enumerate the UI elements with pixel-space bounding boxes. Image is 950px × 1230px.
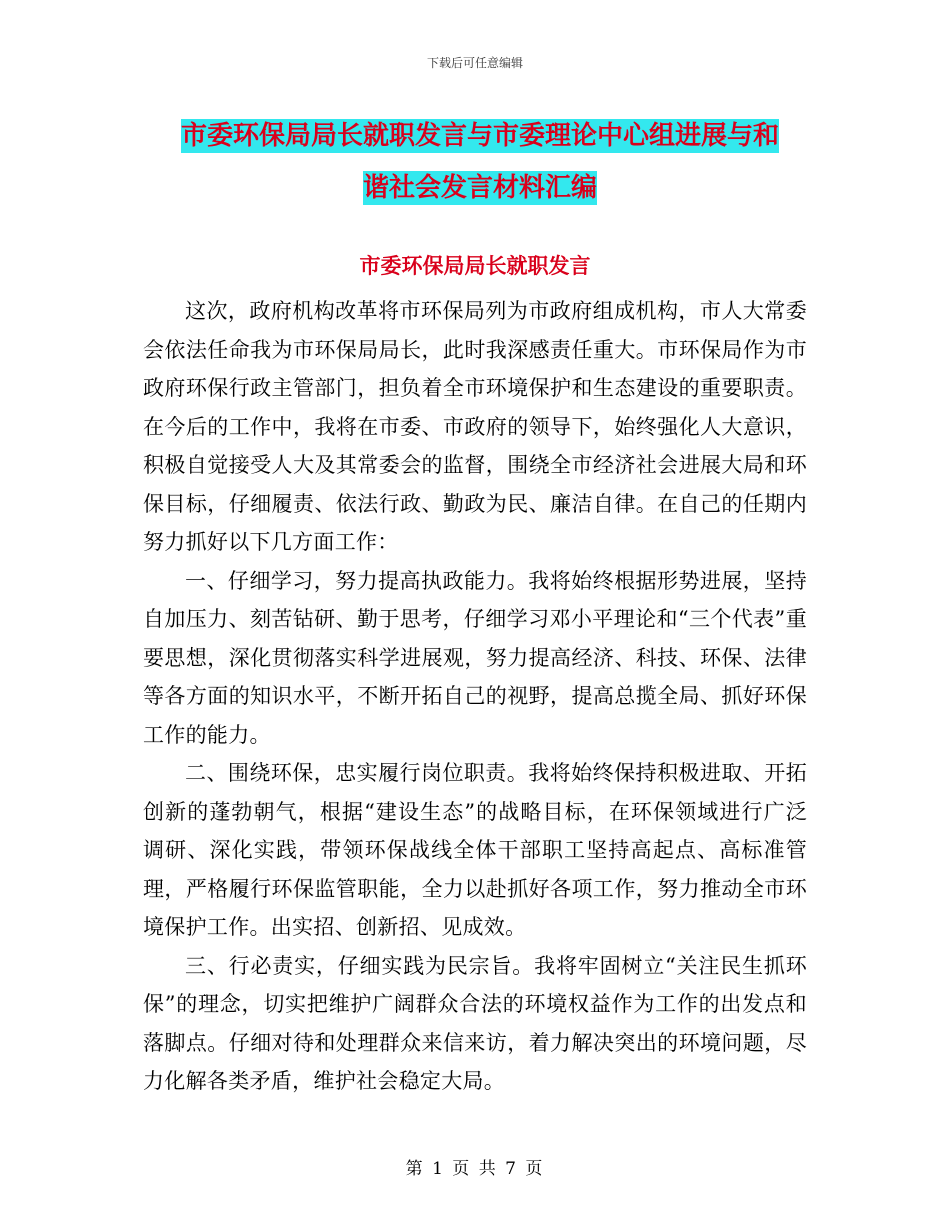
page-header-note: 下载后可任意编辑 <box>426 56 523 70</box>
paragraph-point-1: 一、仔细学习，努力提高执政能力。我将始终根据形势进展，坚持自加压力、刻苦钻研、勤于思考，仔细学习邓小平理论和“三个代表”重要思想，深化贯彻落实科学进展观，努力提高经济、科技、环保、法律等各方面的知识水平，不断开拓自己的视野，提高总揽全局、抓好环保工作的能力。 <box>143 568 807 747</box>
title-line-2-text: 谐社会发言材料汇编 <box>362 173 597 203</box>
title-line-2 <box>140 162 820 214</box>
document-body <box>143 292 807 1101</box>
paragraph-point-2: 二、围绕环保，忠实履行岗位职责。我将始终保持积极进取、开拓创新的蓬勃朝气，根据“建设生态”的战略目标，在环保领域进行广泛 调研、深化实践，带领环保战线全体干部职工坚持高起点、高标准管理，严格履行环保监管职能，全力以赴抓好各项工作，努力推动全市环境保护工作。出实招、创新招、见成效。 <box>143 761 807 939</box>
title-line-1-text: 市委环保局局长就职发言与市委理论中心组进展与和 <box>180 121 779 151</box>
section-title: 市委环保局局长就职发言 <box>359 254 591 278</box>
paragraph-point-3: 三、行必责实，仔细实践为民宗旨。我将牢固树立“关注民生抓环保”的理念，切实把维护广阔群众合法的环境权益作为工作的出发点和落脚点。仔细对待和处理群众来信来访，着力解决突出的环境问题，尽力化解各类矛盾，维护社会稳定大局。 <box>143 953 807 1093</box>
document-title <box>140 110 820 214</box>
page-number-footer: 第 1 页 共 7 页 <box>405 1159 545 1179</box>
title-line-1 <box>140 110 820 162</box>
paragraph-intro: 这次，政府机构改革将市环保局列为市政府组成机构，市人大常委会依法任命我为市环保局局长，此时我深感责任重大。市环保局作为市政府环保行政主管部门，担负着全市环境保护和生态建设的重要职责。在今后的工作中，我将在市委、市政府的领导下，始终强化人大意识，积极自觉接受人大及其常委会的监督，围绕全市经济社会进展大局和环保目标，仔细履责、依法行政、勤政为民、廉洁自律。在自己的任期内努力抓好以下几方面工作： <box>143 299 807 554</box>
